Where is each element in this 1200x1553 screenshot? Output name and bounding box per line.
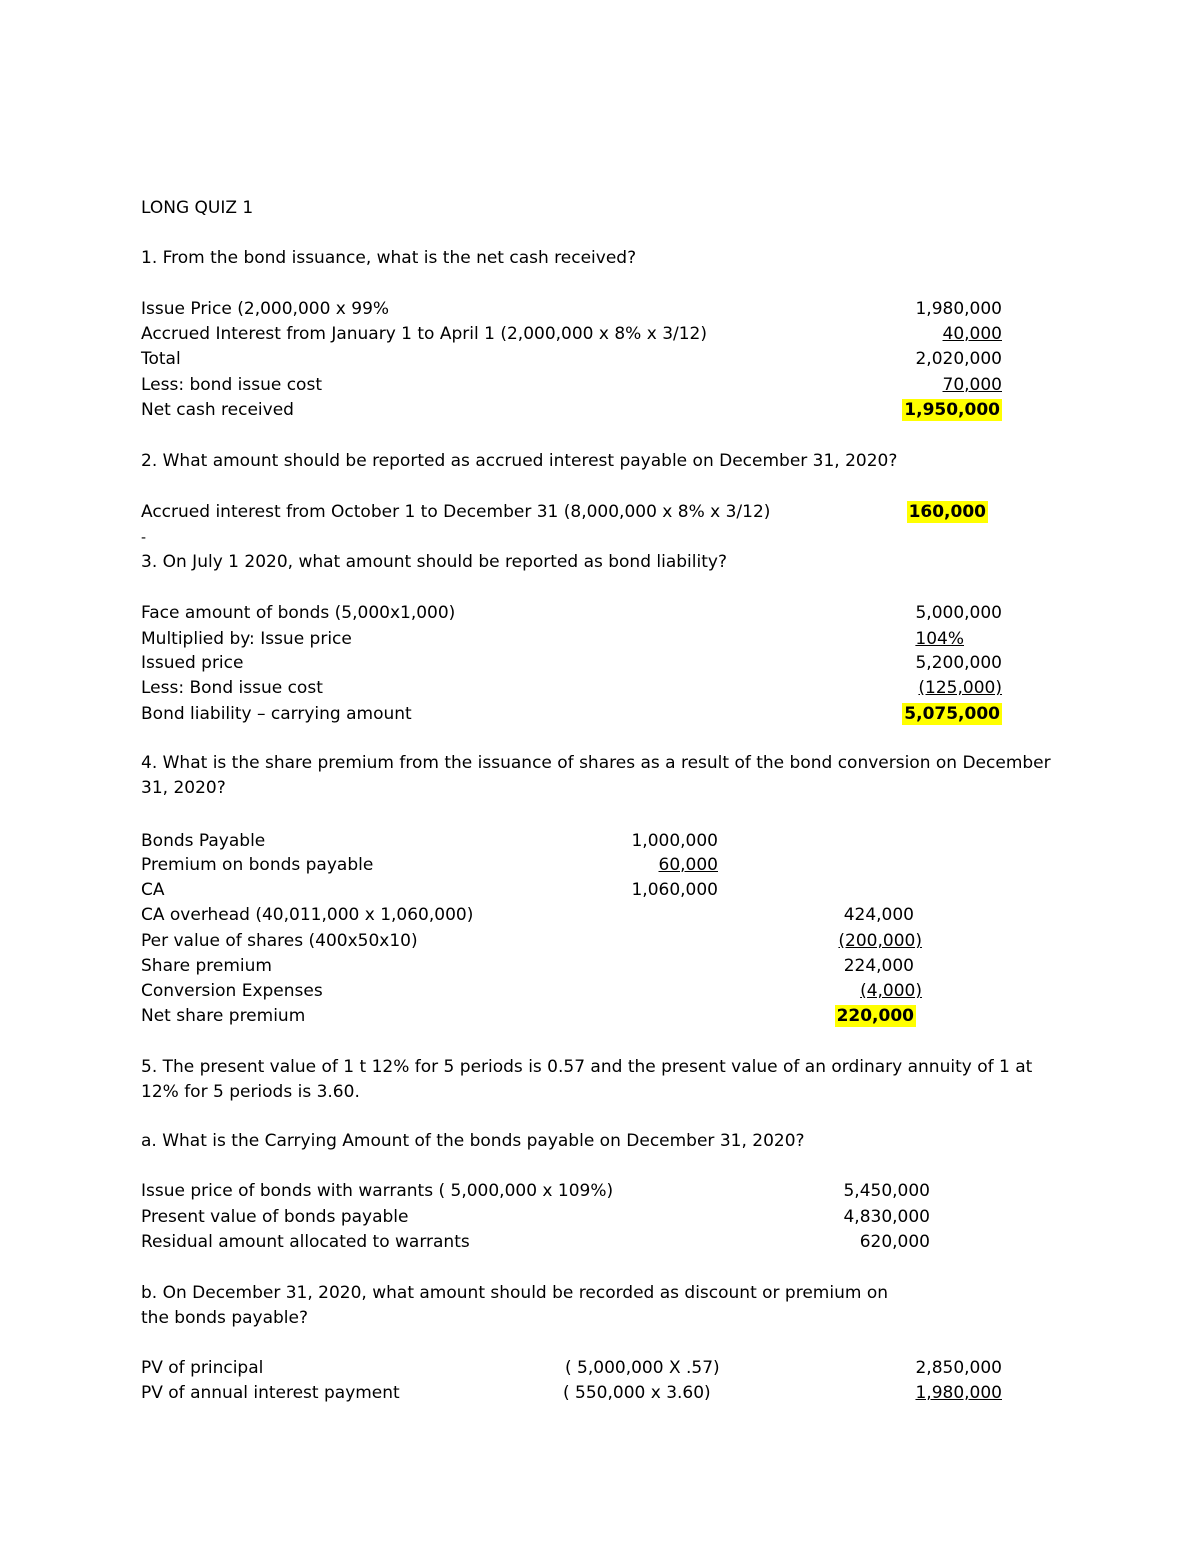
question-5a: a. What is the Carrying Amount of the bonds payable on December 31, 2020? <box>141 1131 805 1151</box>
q4-row-amount: (200,000) <box>838 931 922 951</box>
page-title: LONG QUIZ 1 <box>141 198 254 218</box>
q4-row-amount: 1,000,000 <box>631 831 718 851</box>
q5a-row-label: Residual amount allocated to warrants <box>141 1232 470 1252</box>
q2-answer-highlight: 160,000 <box>908 502 986 522</box>
q4-answer-highlight: 220,000 <box>836 1006 914 1026</box>
q5b-row-label: PV of annual interest payment <box>141 1383 400 1403</box>
q3-row-label: Issued price <box>141 653 244 673</box>
q5b-row-amount: 2,850,000 <box>915 1358 1002 1378</box>
q4-row-amount: 224,000 <box>843 956 914 976</box>
q4-row-label: Share premium <box>141 956 272 976</box>
q1-answer-highlight: 1,950,000 <box>904 400 1000 420</box>
q3-row-label: Face amount of bonds (5,000x1,000) <box>141 603 456 623</box>
q4-row-label: Per value of shares (400x50x10) <box>141 931 418 951</box>
q4-row-label: Conversion Expenses <box>141 981 323 1001</box>
q5b-row-label: PV of principal <box>141 1358 264 1378</box>
q4-row-label: Premium on bonds payable <box>141 855 374 875</box>
q4-row-amount: (4,000) <box>860 981 922 1001</box>
q5a-row-amount: 5,450,000 <box>843 1181 930 1201</box>
q4-row-amount: 424,000 <box>843 905 914 925</box>
q1-row-amount: 40,000 <box>942 324 1002 344</box>
q4-row-label: CA overhead (40,011,000 x 1,060,000) <box>141 905 474 925</box>
q3-row-amount: (125,000) <box>918 678 1002 698</box>
q5a-row-amount: 620,000 <box>859 1232 930 1252</box>
q3-row-amount: 5,000,000 <box>915 603 1002 623</box>
question-5b: b. On December 31, 2020, what amount should be recorded as discount or premium on the bonds payable? <box>141 1283 888 1328</box>
q5a-row-amount: 4,830,000 <box>843 1207 930 1227</box>
stray-dash: - <box>141 530 147 546</box>
question-2: 2. What amount should be reported as accrued interest payable on December 31, 2020? <box>141 451 898 471</box>
q5b-row-amount: 1,980,000 <box>915 1383 1002 1403</box>
q4-row-label: Bonds Payable <box>141 831 266 851</box>
q1-row-label: Less: bond issue cost <box>141 375 322 395</box>
q2-row-label: Accrued interest from October 1 to December 31 (8,000,000 x 8% x 3/12) <box>141 502 771 522</box>
q5a-row-label: Issue price of bonds with warrants ( 5,000,000 x 109%) <box>141 1181 614 1201</box>
q1-row-label: Net cash received <box>141 400 294 420</box>
q3-row-amount: 5,200,000 <box>915 653 1002 673</box>
q4-row-label: Net share premium <box>141 1006 306 1026</box>
q3-answer-highlight: 5,075,000 <box>904 704 1000 724</box>
q1-row-label: Total <box>141 349 181 369</box>
question-4: 4. What is the share premium from the issuance of shares as a result of the bond conversion on December 31, 2020? <box>141 753 1051 798</box>
q3-row-label: Less: Bond issue cost <box>141 678 323 698</box>
q3-row-label: Multiplied by: Issue price <box>141 629 352 649</box>
q4-row-amount: 60,000 <box>658 855 718 875</box>
q1-row-label: Accrued Interest from January 1 to April 1 (2,000,000 x 8% x 3/12) <box>141 324 708 344</box>
question-1: 1. From the bond issuance, what is the net cash received? <box>141 248 637 268</box>
q3-row-label: Bond liability – carrying amount <box>141 704 412 724</box>
q5b-row-calc: ( 550,000 x 3.60) <box>563 1383 711 1403</box>
q4-row-amount: 1,060,000 <box>631 880 718 900</box>
q5b-row-calc: ( 5,000,000 X .57) <box>565 1358 720 1378</box>
question-3: 3. On July 1 2020, what amount should be reported as bond liability? <box>141 552 727 572</box>
q1-row-amount: 1,980,000 <box>915 299 1002 319</box>
q1-row-amount: 70,000 <box>942 375 1002 395</box>
q3-row-amount: 104% <box>915 629 964 649</box>
q1-row-amount: 2,020,000 <box>915 349 1002 369</box>
q1-row-label: Issue Price (2,000,000 x 99% <box>141 299 390 319</box>
q4-row-label: CA <box>141 880 165 900</box>
q5a-row-label: Present value of bonds payable <box>141 1207 409 1227</box>
question-5: 5. The present value of 1 t 12% for 5 periods is 0.57 and the present value of an ordinary annuity of 1 at 12% for 5 periods is 3.60. <box>141 1057 1033 1102</box>
